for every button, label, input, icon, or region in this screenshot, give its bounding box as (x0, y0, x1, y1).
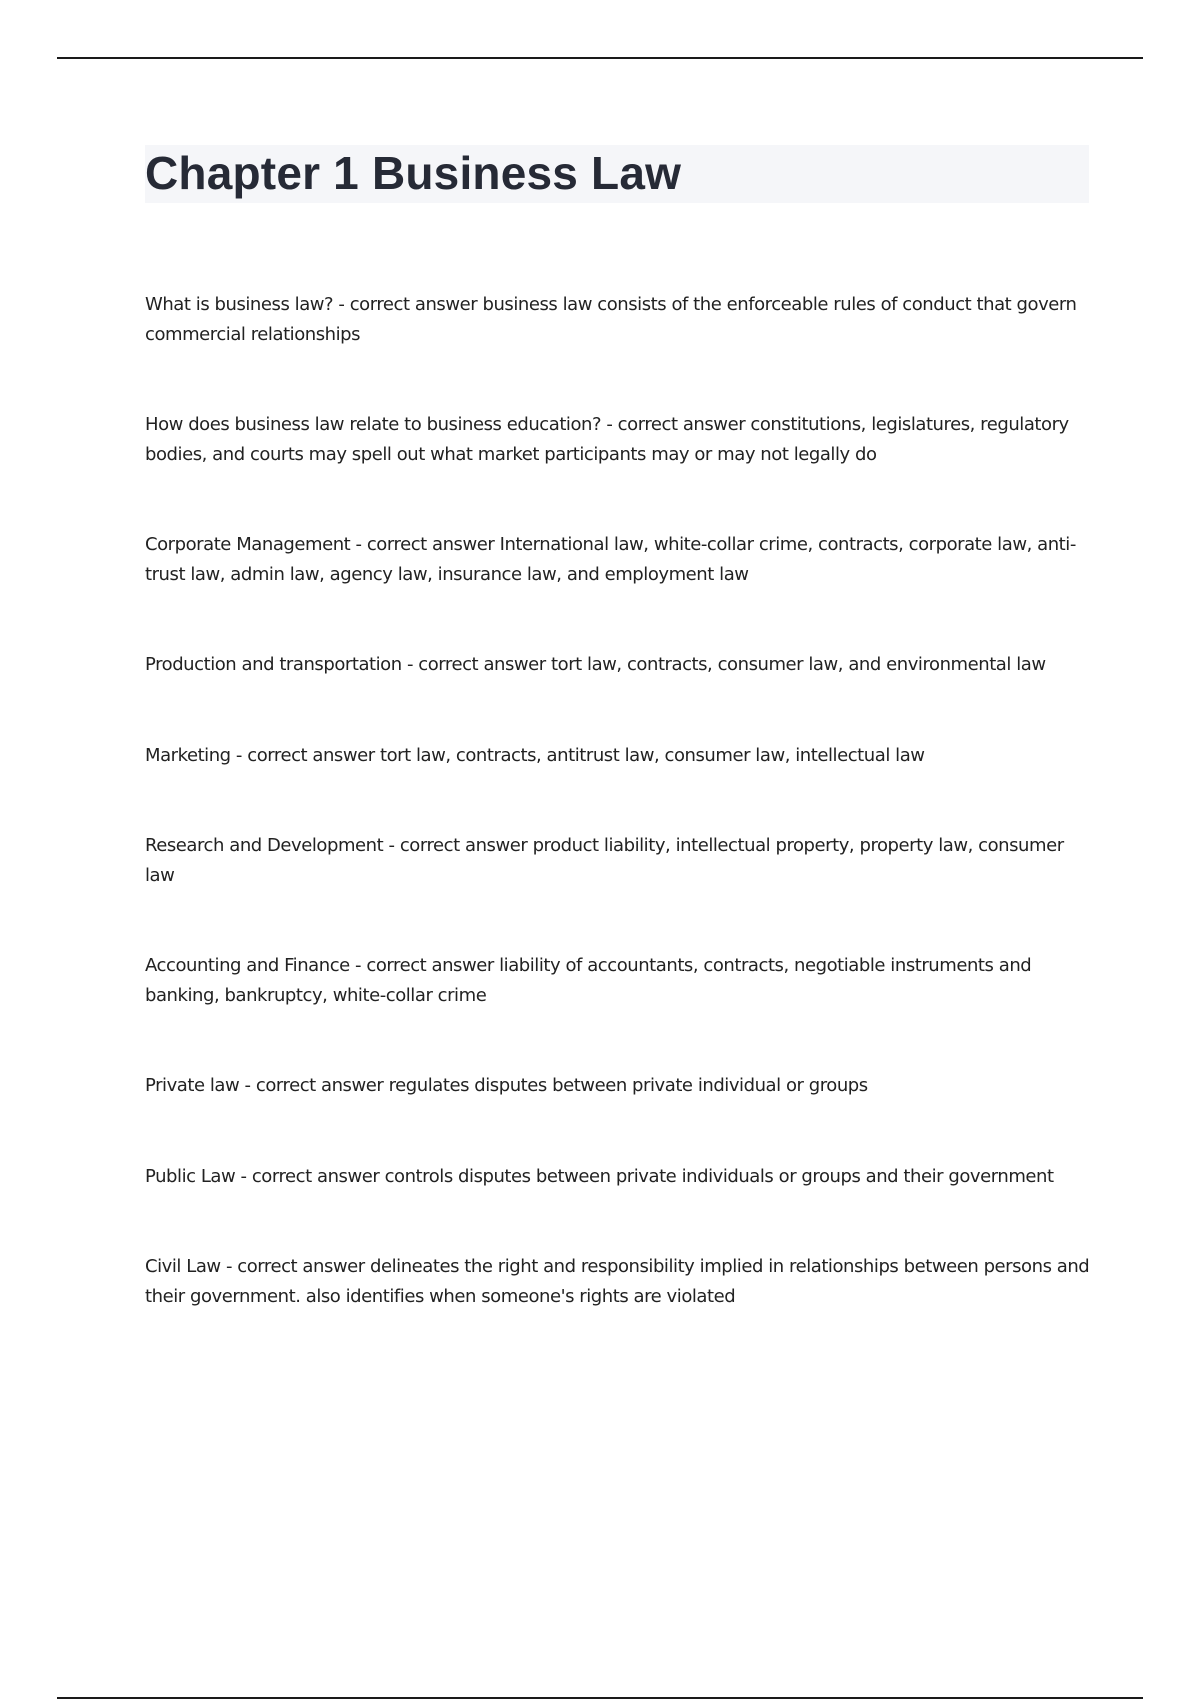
qa-list (145, 290, 1095, 1372)
top-rule (57, 57, 1143, 59)
page-title: Chapter 1 Business Law (145, 147, 682, 199)
qa-item: Marketing - correct answer tort law, contracts, antitrust law, consumer law, intellectual law (145, 744, 925, 766)
qa-item: What is business law? - correct answer business law consists of the enforceable rules of conduct that govern commercial relationships (145, 294, 1077, 345)
bottom-rule (57, 1697, 1143, 1699)
qa-item: Private law - correct answer regulates disputes between private individual or groups (145, 1075, 868, 1096)
qa-item: Research and Development - correct answer product liability, intellectual property, property law, consumer law (145, 835, 1064, 886)
qa-item: Public Law - correct answer controls disputes between private individuals or groups and their government (145, 1165, 1054, 1187)
qa-item: Civil Law - correct answer delineates the right and responsibility implied in relationships between persons and their government. also identifies when someone's rights are violated (145, 1256, 1090, 1307)
qa-item: Corporate Management - correct answer International law, white-collar crime, contracts, corporate law, anti-trust law, admin law, agency law, insurance law, and employment law (145, 534, 1076, 585)
qa-item: Production and transportation - correct answer tort law, contracts, consumer law, and environmental law (145, 654, 1046, 675)
qa-item: How does business law relate to business education? - correct answer constitutions, legislatures, regulatory bodies, and courts may spell out what market participants may or may not legally do (145, 414, 1069, 465)
qa-item: Accounting and Finance - correct answer liability of accountants, contracts, negotiable instruments and banking, bankruptcy, white-collar crime (145, 955, 1032, 1006)
